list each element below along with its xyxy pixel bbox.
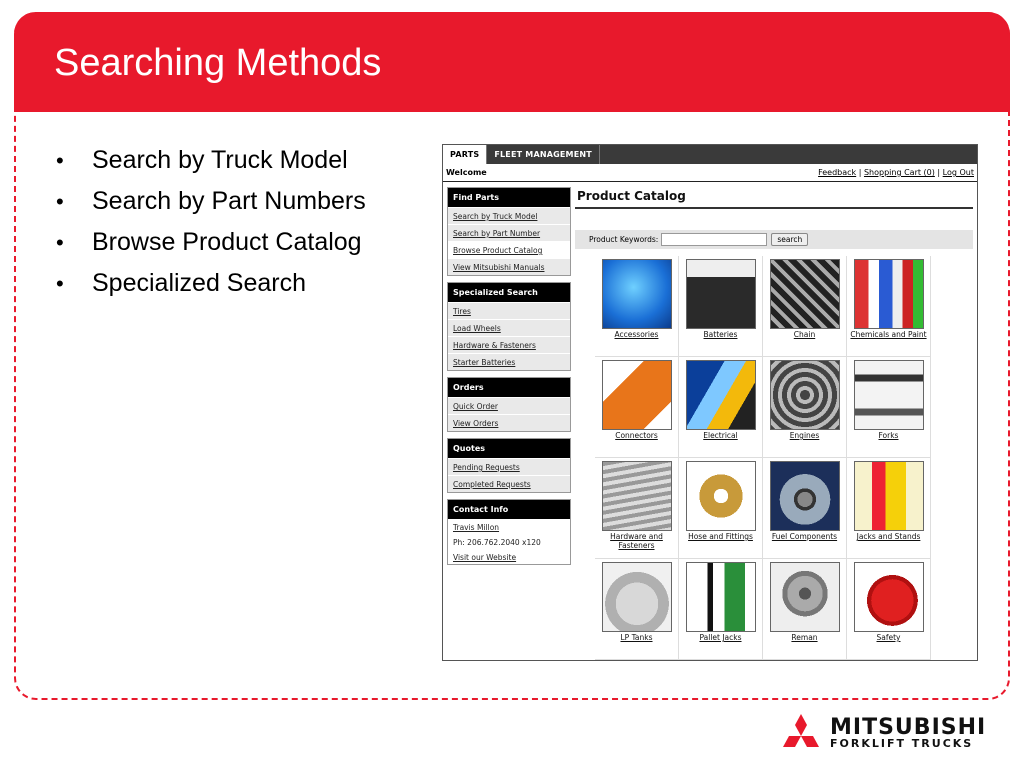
category-tile[interactable]	[763, 357, 847, 458]
find-parts-box	[447, 187, 571, 276]
bullet-item: • Browse Product Catalog	[56, 228, 362, 256]
category-tile[interactable]	[763, 458, 847, 559]
quotes-heading: Quotes	[448, 439, 570, 458]
category-link[interactable]: LP Tanks	[620, 633, 653, 642]
accessories-image[interactable]	[602, 259, 672, 329]
top-links: Feedback | Shopping Cart (0) | Log Out	[818, 168, 974, 177]
feedback-link[interactable]: Feedback	[818, 168, 857, 177]
hose-image[interactable]	[686, 461, 756, 531]
sidebar-item-hardware-fasteners[interactable]: Hardware & Fasteners	[448, 336, 570, 353]
portal-sidebar	[447, 187, 571, 571]
category-tile[interactable]	[847, 357, 931, 458]
welcome-bar	[443, 164, 977, 182]
contact-phone: Ph: 206.762.2040 x120	[448, 534, 570, 549]
pallet-jacks-image[interactable]	[686, 562, 756, 632]
bullet-item: • Search by Truck Model	[56, 146, 348, 174]
category-link[interactable]: Batteries	[703, 330, 738, 339]
category-link[interactable]: Connectors	[615, 431, 658, 440]
specialized-search-box	[447, 282, 571, 371]
category-tile[interactable]	[595, 357, 679, 458]
lp-tanks-image[interactable]	[602, 562, 672, 632]
portal-tabbar	[443, 145, 977, 164]
category-grid	[595, 256, 973, 660]
category-tile[interactable]	[595, 559, 679, 660]
search-button[interactable]: search	[771, 233, 808, 246]
category-tile[interactable]	[679, 458, 763, 559]
bullet-dot-icon: •	[56, 271, 64, 296]
category-link[interactable]: Forks	[878, 431, 899, 440]
catalog-title: Product Catalog	[575, 187, 973, 209]
forks-image[interactable]	[854, 360, 924, 430]
bullet-dot-icon: •	[56, 189, 64, 214]
sidebar-item-view-mitsubishi-manuals[interactable]: View Mitsubishi Manuals	[448, 258, 570, 275]
category-tile[interactable]	[679, 357, 763, 458]
category-link[interactable]: Jacks and Stands	[856, 532, 921, 541]
bullet-item: • Specialized Search	[56, 269, 307, 297]
jacks-image[interactable]	[854, 461, 924, 531]
reman-image[interactable]	[770, 562, 840, 632]
tab-fleet-management[interactable]: FLEET MANAGEMENT	[487, 145, 600, 164]
category-tile[interactable]	[847, 256, 931, 357]
sidebar-item-pending-requests[interactable]: Pending Requests	[448, 458, 570, 475]
catalog-main	[575, 187, 973, 660]
category-tile[interactable]	[595, 256, 679, 357]
category-tile[interactable]	[679, 559, 763, 660]
category-tile[interactable]	[763, 559, 847, 660]
category-link[interactable]: Hose and Fittings	[688, 532, 753, 541]
category-link[interactable]: Safety	[876, 633, 901, 642]
category-tile[interactable]	[679, 256, 763, 357]
contact-name-link[interactable]: Travis Millon	[448, 519, 570, 534]
bullet-item: • Search by Part Numbers	[56, 187, 366, 215]
keyword-bar	[575, 230, 973, 249]
sidebar-item-search-by-part-number[interactable]: Search by Part Number	[448, 224, 570, 241]
shopping-cart-link[interactable]: Shopping Cart (0)	[863, 168, 935, 177]
portal-screenshot	[442, 144, 978, 661]
sidebar-item-starter-batteries[interactable]: Starter Batteries	[448, 353, 570, 370]
bullet-list	[56, 146, 366, 310]
sidebar-item-search-by-truck-model[interactable]: Search by Truck Model	[448, 207, 570, 224]
category-tile[interactable]	[847, 559, 931, 660]
keyword-label: Product Keywords:	[589, 235, 659, 244]
sidebar-item-load-wheels[interactable]: Load Wheels	[448, 319, 570, 336]
category-tile[interactable]	[595, 458, 679, 559]
engines-image[interactable]	[770, 360, 840, 430]
slide-title: Searching Methods	[54, 42, 382, 84]
visit-website-link[interactable]: Visit our Website	[448, 549, 570, 564]
category-link[interactable]: Reman	[791, 633, 818, 642]
category-link[interactable]: Engines	[789, 431, 820, 440]
electrical-image[interactable]	[686, 360, 756, 430]
connectors-image[interactable]	[602, 360, 672, 430]
bullet-dot-icon: •	[56, 230, 64, 255]
fuel-components-image[interactable]	[770, 461, 840, 531]
category-link[interactable]: Fuel Components	[771, 532, 838, 541]
safety-image[interactable]	[854, 562, 924, 632]
category-link[interactable]: Electrical	[703, 431, 738, 440]
chain-image[interactable]	[770, 259, 840, 329]
welcome-text: Welcome	[446, 168, 487, 177]
sidebar-item-view-orders[interactable]: View Orders	[448, 414, 570, 431]
sidebar-item-completed-requests[interactable]: Completed Requests	[448, 475, 570, 492]
logo-name: MITSUBISHI	[830, 715, 987, 740]
sidebar-item-quick-order[interactable]: Quick Order	[448, 397, 570, 414]
category-link[interactable]: Pallet Jacks	[699, 633, 742, 642]
orders-box	[447, 377, 571, 432]
category-link[interactable]: Hardware and Fasteners	[610, 532, 663, 550]
logout-link[interactable]: Log Out	[942, 168, 974, 177]
category-link[interactable]: Accessories	[614, 330, 659, 339]
logo-subtitle: FORKLIFT TRUCKS	[830, 737, 974, 750]
hardware-image[interactable]	[602, 461, 672, 531]
three-diamonds-icon	[778, 712, 824, 756]
mitsubishi-logo	[778, 712, 1014, 756]
find-parts-heading: Find Parts	[448, 188, 570, 207]
sidebar-item-browse-product-catalog[interactable]: Browse Product Catalog	[448, 241, 570, 258]
keyword-input[interactable]	[661, 233, 767, 246]
bullet-dot-icon: •	[56, 148, 64, 173]
contact-info-heading: Contact Info	[448, 500, 570, 519]
tab-parts[interactable]: PARTS	[443, 145, 487, 164]
sidebar-item-tires[interactable]: Tires	[448, 302, 570, 319]
category-tile[interactable]	[763, 256, 847, 357]
orders-heading: Orders	[448, 378, 570, 397]
category-link[interactable]: Chemicals and Paint	[850, 330, 927, 339]
quotes-box	[447, 438, 571, 493]
chemicals-image[interactable]	[854, 259, 924, 329]
batteries-image[interactable]	[686, 259, 756, 329]
category-tile[interactable]	[847, 458, 931, 559]
specialized-search-heading: Specialized Search	[448, 283, 570, 302]
category-link[interactable]: Chain	[793, 330, 816, 339]
contact-info-box	[447, 499, 571, 565]
